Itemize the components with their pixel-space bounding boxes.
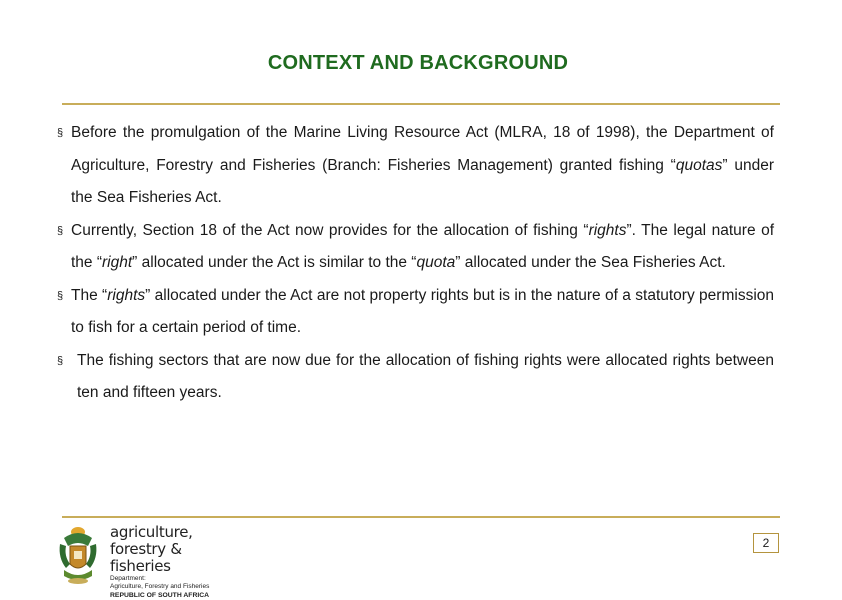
bullet-marker: § — [57, 354, 64, 367]
bottom-divider — [62, 516, 780, 518]
bullet-list — [57, 117, 774, 410]
bullet-text: The fishing sectors that are now due for the allocation of fishing rights were allocated rights between ten and fifteen years. — [77, 351, 774, 401]
bullet-item — [57, 345, 774, 410]
department-logo — [56, 523, 246, 599]
logo-line-2: forestry & fisheries — [110, 540, 182, 575]
bullet-item — [57, 117, 774, 215]
coat-of-arms-icon — [56, 524, 100, 586]
logo-line-5: REPUBLIC OF SOUTH AFRICA — [110, 592, 210, 599]
bullet-text: Currently, Section 18 of the Act now provides for the allocation of fishing “rights”. The legal nature of the “right” allocated under the Act is similar to the “quota” allocated under the Sea Fisheries Act. — [71, 221, 774, 271]
bullet-item — [57, 215, 774, 280]
top-divider — [62, 103, 780, 105]
bullet-marker: § — [57, 224, 64, 237]
logo-text-block — [110, 524, 246, 600]
bullet-text: Before the promulgation of the Marine Living Resource Act (MLRA, 18 of 1998), the Department of Agriculture, Forestry and Fisheries (Branch: Fisheries Management) granted fishing “quotas” under the Sea Fisheries Act. — [71, 124, 774, 206]
bullet-marker: § — [57, 127, 64, 139]
slide-title: CONTEXT AND BACKGROUND — [267, 52, 569, 74]
bullet-marker: § — [57, 289, 64, 302]
bullet-text: The “rights” allocated under the Act are not property rights but is in the nature of a statutory permission to fish for a certain period of time. — [71, 286, 774, 336]
logo-line-3: Department: — [110, 575, 146, 582]
page-number: 2 — [753, 533, 779, 553]
logo-line-4: Agriculture, Forestry and Fisheries — [110, 583, 210, 590]
bullet-item — [57, 280, 774, 345]
logo-line-1: agriculture, — [110, 523, 193, 541]
